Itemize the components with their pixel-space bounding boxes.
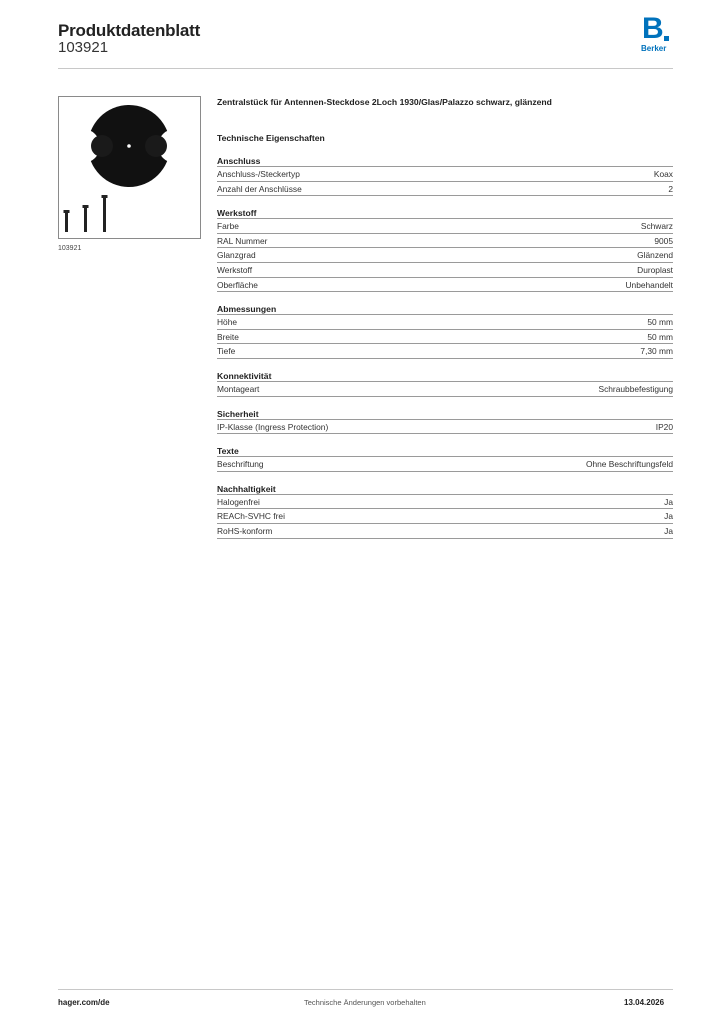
- property-value: Ja: [664, 511, 673, 522]
- page-title: Produktdatenblatt: [58, 21, 201, 40]
- footer-website: hager.com/de: [58, 998, 110, 1007]
- property-value: Duroplast: [637, 264, 673, 275]
- property-value: 50 mm: [647, 317, 673, 328]
- property-label: Breite: [217, 331, 239, 342]
- product-content: [217, 96, 673, 539]
- property-label: RoHS-konform: [217, 525, 273, 536]
- section-title: Werkstoff: [217, 208, 673, 219]
- table-row: [217, 420, 673, 435]
- property-label: Oberfläche: [217, 279, 258, 290]
- table-row: [217, 315, 673, 330]
- property-label: Farbe: [217, 221, 239, 232]
- section-texte: [217, 446, 673, 472]
- table-row: [217, 495, 673, 510]
- property-value: Schraubbefestigung: [598, 383, 673, 394]
- table-row: [217, 219, 673, 234]
- table-row: [217, 167, 673, 182]
- property-value: Unbehandelt: [625, 279, 673, 290]
- section-konnektivitaet: [217, 371, 673, 397]
- property-label: Glanzgrad: [217, 250, 256, 261]
- property-value: 2: [668, 183, 673, 194]
- property-value: 7,30 mm: [640, 346, 673, 357]
- footer-date: 13.04.2026: [624, 998, 665, 1007]
- table-row: [217, 457, 673, 472]
- property-label: Tiefe: [217, 346, 236, 357]
- table-row: [217, 248, 673, 263]
- table-row: [217, 344, 673, 359]
- header-divider: [58, 68, 673, 69]
- section-title: Nachhaltigkeit: [217, 484, 673, 495]
- product-name: Zentralstück für Antennen-Steckdose 2Loch 1930/Glas/Palazzo schwarz, glänzend: [217, 97, 552, 107]
- section-title: Abmessungen: [217, 304, 673, 315]
- property-value: IP20: [655, 421, 673, 432]
- property-value: Schwarz: [640, 221, 673, 232]
- section-title: Texte: [217, 446, 673, 457]
- logo-dot: [664, 36, 669, 41]
- section-werkstoff: [217, 208, 673, 292]
- property-label: RAL Nummer: [217, 235, 268, 246]
- table-row: [217, 509, 673, 524]
- property-label: Höhe: [217, 317, 238, 328]
- property-label: REACh-SVHC frei: [217, 511, 285, 522]
- logo-letter: B: [642, 12, 664, 45]
- article-number: 103921: [58, 39, 109, 56]
- logo-text: Berker: [641, 44, 667, 53]
- property-label: IP-Klasse (Ingress Protection): [217, 421, 329, 432]
- property-value: Ja: [664, 496, 673, 507]
- property-label: Anzahl der Anschlüsse: [217, 183, 302, 194]
- table-row: [217, 330, 673, 345]
- section-title: Sicherheit: [217, 409, 673, 420]
- property-value: 9005: [654, 235, 673, 246]
- section-title: Konnektivität: [217, 371, 673, 382]
- section-sicherheit: [217, 409, 673, 435]
- section-abmessungen: [217, 304, 673, 359]
- table-row: [217, 278, 673, 293]
- property-value: 50 mm: [647, 331, 673, 342]
- berker-logo: [640, 12, 674, 54]
- property-value: Ohne Beschriftungsfeld: [585, 459, 673, 470]
- image-caption: 103921: [58, 245, 82, 252]
- property-value: Ja: [664, 525, 673, 536]
- property-label: Anschluss-/Steckertyp: [217, 169, 300, 179]
- footer-note: Technische Änderungen vorbehalten: [304, 998, 426, 1007]
- property-label: Werkstoff: [217, 264, 253, 275]
- section-title: Anschluss: [217, 156, 673, 167]
- technical-properties-title: Technische Eigenschaften: [217, 133, 325, 143]
- property-label: Halogenfrei: [217, 496, 260, 507]
- property-label: Beschriftung: [217, 459, 264, 470]
- table-row: [217, 234, 673, 249]
- product-image: [58, 96, 201, 239]
- property-value: Glänzend: [637, 250, 673, 261]
- table-row: [217, 524, 673, 539]
- section-anschluss: [217, 156, 673, 196]
- table-row: [217, 382, 673, 397]
- cover-plate-image: [59, 97, 200, 238]
- property-label: Montageart: [217, 383, 260, 394]
- table-row: [217, 182, 673, 197]
- section-nachhaltigkeit: [217, 484, 673, 539]
- table-row: [217, 263, 673, 278]
- property-value: Koax: [653, 169, 673, 179]
- footer-divider: [58, 989, 673, 990]
